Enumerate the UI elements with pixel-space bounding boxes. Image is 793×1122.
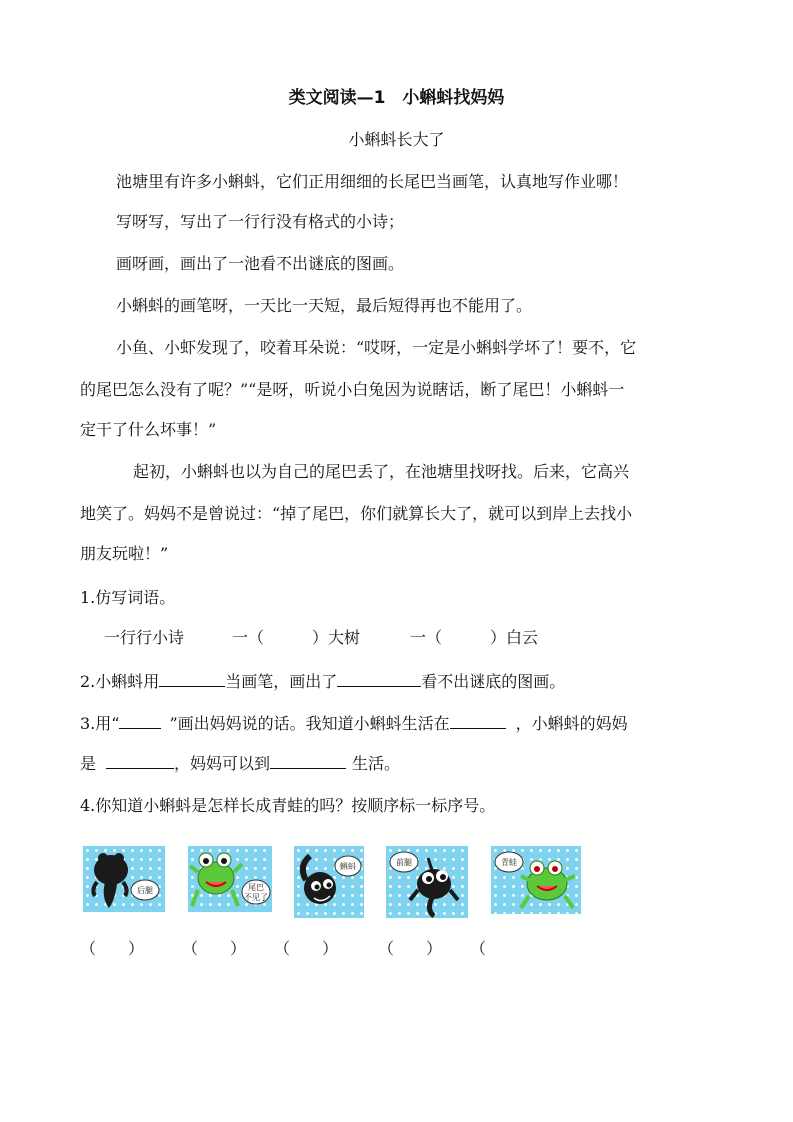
question-1-blank-a: 一（ ）大树 [232,628,361,647]
paragraph-5-line-1: 小鱼、小虾发现了，咬着耳朵说：“哎呀，一定是小蝌蚪学坏了！要不，它 [116,338,637,357]
picture-1-label: 后腿 [137,886,153,895]
question-2-text-b: 当画笔，画出了 [225,672,338,691]
question-2 [80,670,565,692]
question-1-heading: 1.仿写词语。 [80,588,176,607]
question-2-text-c: 看不出谜底的图画。 [421,672,566,691]
picture-tadpole [294,846,364,918]
question-3-symbol-blank[interactable] [119,712,161,729]
question-3-text-d: 是 [80,754,97,773]
picture-5-label: 青蛙 [501,858,517,867]
question-3-text-a: 3.用“ [80,714,120,733]
paragraph-3: 画呀画，画出了一池看不出谜底的图画。 [116,254,405,273]
answer-bracket-1[interactable]: （ ） [80,939,145,958]
page-title: 类文阅读—1 小蝌蚪找妈妈 [288,88,505,108]
picture-2-label-line-2: 不见了 [244,893,268,902]
answer-bracket-5[interactable]: （ [470,939,487,958]
answer-bracket-4[interactable]: （ ） [378,939,443,958]
question-4-heading: 4.你知道小蝌蚪是怎样长成青蛙的吗？按顺序标一标序号。 [80,796,496,815]
question-3-blank-3[interactable] [270,752,346,769]
question-2-blank-1[interactable] [159,670,225,687]
question-3-text-e: ，妈妈可以到 [174,754,271,773]
question-3-line-1 [80,712,628,734]
picture-tadpole-hind-legs [83,846,165,912]
picture-young-frog [188,846,272,912]
question-3-blank-1[interactable] [450,712,506,729]
paragraph-6-line-2: 地笑了。妈妈不是曾说过：“掉了尾巴，你们就算长大了，就可以到岸上去找小 [80,504,633,523]
question-3-text-b: ”画出妈妈说的话。我知道小蝌蚪生活在 [169,714,450,733]
answer-bracket-3[interactable]: （ ） [274,939,339,958]
question-3-blank-2[interactable] [106,752,174,769]
paragraph-6-line-3: 朋友玩啦！” [80,544,169,563]
picture-2-label-line-1: 尾巴 [248,883,264,892]
paragraph-1: 池塘里有许多小蝌蚪，它们正用细细的长尾巴当画笔，认真地写作业哪！ [116,172,629,191]
question-2-text-a: 2.小蝌蚪用 [80,672,160,691]
question-1-example: 一行行小诗 [104,628,185,647]
question-2-blank-2[interactable] [337,670,421,687]
paragraph-5-line-3: 定干了什么坏事！” [80,420,217,439]
paragraph-5-line-2: 的尾巴怎么没有了呢？”“是呀，听说小白兔因为说瞎话，断了尾巴！小蝌蚪一 [80,380,625,399]
question-3-text-c: ，小蝌蚪的妈妈 [515,714,628,733]
question-3-text-f: 生活。 [352,754,401,773]
picture-frog [491,846,581,914]
picture-4-label: 前腿 [396,858,412,867]
paragraph-2: 写呀写，写出了一行行没有格式的小诗； [116,212,405,231]
paragraph-6-line-1: 起初，小蝌蚪也以为自己的尾巴丢了，在池塘里找呀找。后来，它高兴 [133,462,630,481]
paragraph-4: 小蝌蚪的画笔呀，一天比一天短，最后短得再也不能用了。 [116,296,533,315]
picture-3-label: 蝌蚪 [340,862,356,871]
picture-tadpole-front-legs [386,846,468,918]
question-3-line-2 [80,752,400,774]
question-1-blank-b: 一（ ）白云 [410,628,539,647]
answer-bracket-2[interactable]: （ ） [182,939,247,958]
passage-title: 小蝌蚪长大了 [348,130,445,149]
